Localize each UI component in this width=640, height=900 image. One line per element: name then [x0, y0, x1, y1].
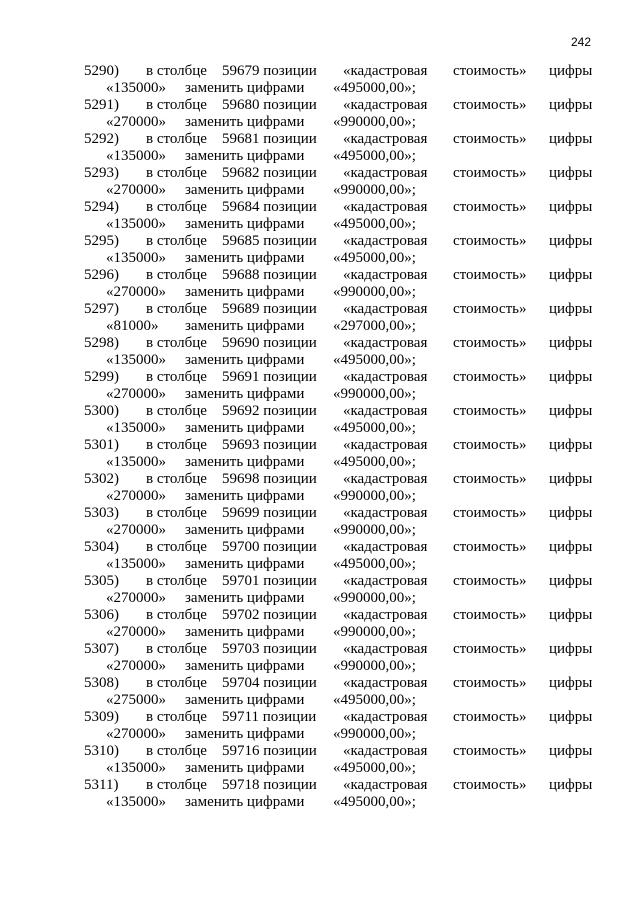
- old-value: «270000»: [106, 284, 166, 300]
- column-phrase: в столбце: [146, 437, 207, 453]
- column-phrase: в столбце: [146, 573, 207, 589]
- digits-word: цифры: [549, 301, 593, 317]
- digits-word: цифры: [549, 743, 593, 759]
- amendment-number: 5305): [84, 573, 119, 589]
- amendment-item: [0, 743, 640, 777]
- amendment-number: 5303): [84, 505, 119, 521]
- field-name-part-2: стоимость»: [453, 607, 527, 623]
- amendment-item: [0, 97, 640, 131]
- action-phrase: заменить цифрами: [185, 114, 305, 130]
- field-name-part-2: стоимость»: [453, 675, 527, 691]
- old-value: «270000»: [106, 386, 166, 402]
- old-value: «81000»: [106, 318, 159, 334]
- column-phrase: в столбце: [146, 165, 207, 181]
- amendment-number: 5292): [84, 131, 119, 147]
- field-name-part-1: «кадастровая: [343, 709, 428, 725]
- action-phrase: заменить цифрами: [185, 318, 305, 334]
- amendment-item: [0, 777, 640, 811]
- position-reference: 59699 позиции: [222, 505, 317, 521]
- digits-word: цифры: [549, 403, 593, 419]
- amendment-item: [0, 165, 640, 199]
- digits-word: цифры: [549, 335, 593, 351]
- amendment-item: [0, 471, 640, 505]
- new-value: «990000,00»;: [333, 726, 416, 742]
- amendment-item: [0, 199, 640, 233]
- new-value: «495000,00»;: [333, 352, 416, 368]
- field-name-part-1: «кадастровая: [343, 777, 428, 793]
- digits-word: цифры: [549, 539, 593, 555]
- action-phrase: заменить цифрами: [185, 692, 305, 708]
- column-phrase: в столбце: [146, 267, 207, 283]
- position-reference: 59700 позиции: [222, 539, 317, 555]
- field-name-part-2: стоимость»: [453, 97, 527, 113]
- old-value: «270000»: [106, 114, 166, 130]
- position-reference: 59704 позиции: [222, 675, 317, 691]
- amendment-number: 5301): [84, 437, 119, 453]
- action-phrase: заменить цифрами: [185, 284, 305, 300]
- new-value: «990000,00»;: [333, 658, 416, 674]
- new-value: «990000,00»;: [333, 386, 416, 402]
- amendment-item: [0, 403, 640, 437]
- page-number: 242: [571, 35, 592, 49]
- old-value: «135000»: [106, 80, 166, 96]
- amendment-number: 5294): [84, 199, 119, 215]
- amendment-number: 5295): [84, 233, 119, 249]
- new-value: «990000,00»;: [333, 488, 416, 504]
- old-value: «270000»: [106, 624, 166, 640]
- new-value: «990000,00»;: [333, 284, 416, 300]
- new-value: «495000,00»;: [333, 80, 416, 96]
- action-phrase: заменить цифрами: [185, 760, 305, 776]
- field-name-part-1: «кадастровая: [343, 539, 428, 555]
- column-phrase: в столбце: [146, 539, 207, 555]
- field-name-part-2: стоимость»: [453, 505, 527, 521]
- old-value: «270000»: [106, 590, 166, 606]
- field-name-part-1: «кадастровая: [343, 301, 428, 317]
- action-phrase: заменить цифрами: [185, 726, 305, 742]
- action-phrase: заменить цифрами: [185, 658, 305, 674]
- amendment-item: [0, 573, 640, 607]
- field-name-part-1: «кадастровая: [343, 573, 428, 589]
- amendment-item: [0, 709, 640, 743]
- column-phrase: в столбце: [146, 233, 207, 249]
- position-reference: 59693 позиции: [222, 437, 317, 453]
- field-name-part-2: стоимость»: [453, 63, 527, 79]
- field-name-part-2: стоимость»: [453, 335, 527, 351]
- column-phrase: в столбце: [146, 97, 207, 113]
- amendment-item: [0, 505, 640, 539]
- old-value: «270000»: [106, 182, 166, 198]
- old-value: «135000»: [106, 420, 166, 436]
- digits-word: цифры: [549, 777, 593, 793]
- amendment-number: 5297): [84, 301, 119, 317]
- digits-word: цифры: [549, 131, 593, 147]
- amendment-item: [0, 607, 640, 641]
- field-name-part-2: стоимость»: [453, 709, 527, 725]
- position-reference: 59716 позиции: [222, 743, 317, 759]
- field-name-part-2: стоимость»: [453, 369, 527, 385]
- old-value: «275000»: [106, 692, 166, 708]
- column-phrase: в столбце: [146, 63, 207, 79]
- position-reference: 59682 позиции: [222, 165, 317, 181]
- field-name-part-2: стоимость»: [453, 777, 527, 793]
- field-name-part-1: «кадастровая: [343, 199, 428, 215]
- old-value: «270000»: [106, 522, 166, 538]
- field-name-part-2: стоимость»: [453, 199, 527, 215]
- old-value: «135000»: [106, 760, 166, 776]
- field-name-part-2: стоимость»: [453, 573, 527, 589]
- new-value: «297000,00»;: [333, 318, 416, 334]
- field-name-part-2: стоимость»: [453, 165, 527, 181]
- digits-word: цифры: [549, 63, 593, 79]
- action-phrase: заменить цифрами: [185, 352, 305, 368]
- field-name-part-2: стоимость»: [453, 233, 527, 249]
- old-value: «135000»: [106, 148, 166, 164]
- digits-word: цифры: [549, 165, 593, 181]
- position-reference: 59691 позиции: [222, 369, 317, 385]
- amendment-item: [0, 641, 640, 675]
- old-value: «135000»: [106, 216, 166, 232]
- new-value: «990000,00»;: [333, 590, 416, 606]
- amendment-number: 5298): [84, 335, 119, 351]
- column-phrase: в столбце: [146, 301, 207, 317]
- amendment-number: 5291): [84, 97, 119, 113]
- amendment-item: [0, 437, 640, 471]
- action-phrase: заменить цифрами: [185, 420, 305, 436]
- column-phrase: в столбце: [146, 743, 207, 759]
- field-name-part-2: стоимость»: [453, 641, 527, 657]
- field-name-part-1: «кадастровая: [343, 369, 428, 385]
- amendment-number: 5293): [84, 165, 119, 181]
- digits-word: цифры: [549, 369, 593, 385]
- amendment-number: 5290): [84, 63, 119, 79]
- action-phrase: заменить цифрами: [185, 556, 305, 572]
- column-phrase: в столбце: [146, 403, 207, 419]
- new-value: «495000,00»;: [333, 250, 416, 266]
- old-value: «135000»: [106, 794, 166, 810]
- new-value: «495000,00»;: [333, 148, 416, 164]
- field-name-part-1: «кадастровая: [343, 471, 428, 487]
- amendment-number: 5304): [84, 539, 119, 555]
- digits-word: цифры: [549, 267, 593, 283]
- action-phrase: заменить цифрами: [185, 624, 305, 640]
- column-phrase: в столбце: [146, 709, 207, 725]
- action-phrase: заменить цифрами: [185, 488, 305, 504]
- field-name-part-1: «кадастровая: [343, 63, 428, 79]
- field-name-part-1: «кадастровая: [343, 97, 428, 113]
- digits-word: цифры: [549, 505, 593, 521]
- digits-word: цифры: [549, 709, 593, 725]
- digits-word: цифры: [549, 199, 593, 215]
- digits-word: цифры: [549, 437, 593, 453]
- digits-word: цифры: [549, 233, 593, 249]
- column-phrase: в столбце: [146, 199, 207, 215]
- position-reference: 59681 позиции: [222, 131, 317, 147]
- action-phrase: заменить цифрами: [185, 250, 305, 266]
- position-reference: 59680 позиции: [222, 97, 317, 113]
- amendment-item: [0, 233, 640, 267]
- action-phrase: заменить цифрами: [185, 80, 305, 96]
- new-value: «495000,00»;: [333, 794, 416, 810]
- position-reference: 59702 позиции: [222, 607, 317, 623]
- field-name-part-1: «кадастровая: [343, 607, 428, 623]
- field-name-part-2: стоимость»: [453, 131, 527, 147]
- position-reference: 59698 позиции: [222, 471, 317, 487]
- amendment-item: [0, 675, 640, 709]
- amendment-item: [0, 267, 640, 301]
- new-value: «495000,00»;: [333, 692, 416, 708]
- position-reference: 59684 позиции: [222, 199, 317, 215]
- field-name-part-1: «кадастровая: [343, 335, 428, 351]
- field-name-part-2: стоимость»: [453, 403, 527, 419]
- old-value: «135000»: [106, 556, 166, 572]
- new-value: «495000,00»;: [333, 556, 416, 572]
- position-reference: 59703 позиции: [222, 641, 317, 657]
- column-phrase: в столбце: [146, 131, 207, 147]
- amendment-number: 5302): [84, 471, 119, 487]
- position-reference: 59679 позиции: [222, 63, 317, 79]
- action-phrase: заменить цифрами: [185, 794, 305, 810]
- digits-word: цифры: [549, 675, 593, 691]
- amendment-item: [0, 539, 640, 573]
- field-name-part-2: стоимость»: [453, 267, 527, 283]
- action-phrase: заменить цифрами: [185, 522, 305, 538]
- position-reference: 59701 позиции: [222, 573, 317, 589]
- position-reference: 59690 позиции: [222, 335, 317, 351]
- new-value: «495000,00»;: [333, 760, 416, 776]
- amendment-number: 5310): [84, 743, 119, 759]
- amendment-number: 5296): [84, 267, 119, 283]
- position-reference: 59685 позиции: [222, 233, 317, 249]
- column-phrase: в столбце: [146, 369, 207, 385]
- new-value: «990000,00»;: [333, 624, 416, 640]
- field-name-part-2: стоимость»: [453, 301, 527, 317]
- old-value: «135000»: [106, 250, 166, 266]
- column-phrase: в столбце: [146, 607, 207, 623]
- amendment-number: 5309): [84, 709, 119, 725]
- old-value: «270000»: [106, 726, 166, 742]
- column-phrase: в столбце: [146, 335, 207, 351]
- old-value: «135000»: [106, 454, 166, 470]
- field-name-part-1: «кадастровая: [343, 743, 428, 759]
- position-reference: 59688 позиции: [222, 267, 317, 283]
- action-phrase: заменить цифрами: [185, 182, 305, 198]
- field-name-part-2: стоимость»: [453, 539, 527, 555]
- field-name-part-1: «кадастровая: [343, 403, 428, 419]
- column-phrase: в столбце: [146, 675, 207, 691]
- position-reference: 59692 позиции: [222, 403, 317, 419]
- field-name-part-1: «кадастровая: [343, 131, 428, 147]
- field-name-part-1: «кадастровая: [343, 675, 428, 691]
- amendment-item: [0, 369, 640, 403]
- amendment-item: [0, 301, 640, 335]
- new-value: «495000,00»;: [333, 216, 416, 232]
- position-reference: 59711 позиции: [222, 709, 317, 725]
- digits-word: цифры: [549, 97, 593, 113]
- field-name-part-2: стоимость»: [453, 743, 527, 759]
- column-phrase: в столбце: [146, 641, 207, 657]
- amendment-number: 5299): [84, 369, 119, 385]
- amendment-number: 5300): [84, 403, 119, 419]
- amendment-number: 5307): [84, 641, 119, 657]
- old-value: «270000»: [106, 658, 166, 674]
- column-phrase: в столбце: [146, 471, 207, 487]
- digits-word: цифры: [549, 641, 593, 657]
- action-phrase: заменить цифрами: [185, 386, 305, 402]
- action-phrase: заменить цифрами: [185, 148, 305, 164]
- position-reference: 59718 позиции: [222, 777, 317, 793]
- column-phrase: в столбце: [146, 777, 207, 793]
- action-phrase: заменить цифрами: [185, 454, 305, 470]
- field-name-part-2: стоимость»: [453, 437, 527, 453]
- column-phrase: в столбце: [146, 505, 207, 521]
- new-value: «990000,00»;: [333, 114, 416, 130]
- old-value: «135000»: [106, 352, 166, 368]
- digits-word: цифры: [549, 607, 593, 623]
- amendment-item: [0, 63, 640, 97]
- digits-word: цифры: [549, 573, 593, 589]
- new-value: «495000,00»;: [333, 420, 416, 436]
- field-name-part-1: «кадастровая: [343, 505, 428, 521]
- field-name-part-1: «кадастровая: [343, 437, 428, 453]
- amendment-item: [0, 131, 640, 165]
- action-phrase: заменить цифрами: [185, 590, 305, 606]
- old-value: «270000»: [106, 488, 166, 504]
- amendment-number: 5311): [84, 777, 119, 793]
- new-value: «495000,00»;: [333, 454, 416, 470]
- position-reference: 59689 позиции: [222, 301, 317, 317]
- field-name-part-1: «кадастровая: [343, 233, 428, 249]
- field-name-part-1: «кадастровая: [343, 165, 428, 181]
- amendment-item: [0, 335, 640, 369]
- field-name-part-1: «кадастровая: [343, 641, 428, 657]
- field-name-part-2: стоимость»: [453, 471, 527, 487]
- new-value: «990000,00»;: [333, 182, 416, 198]
- amendment-number: 5306): [84, 607, 119, 623]
- new-value: «990000,00»;: [333, 522, 416, 538]
- amendment-number: 5308): [84, 675, 119, 691]
- digits-word: цифры: [549, 471, 593, 487]
- action-phrase: заменить цифрами: [185, 216, 305, 232]
- field-name-part-1: «кадастровая: [343, 267, 428, 283]
